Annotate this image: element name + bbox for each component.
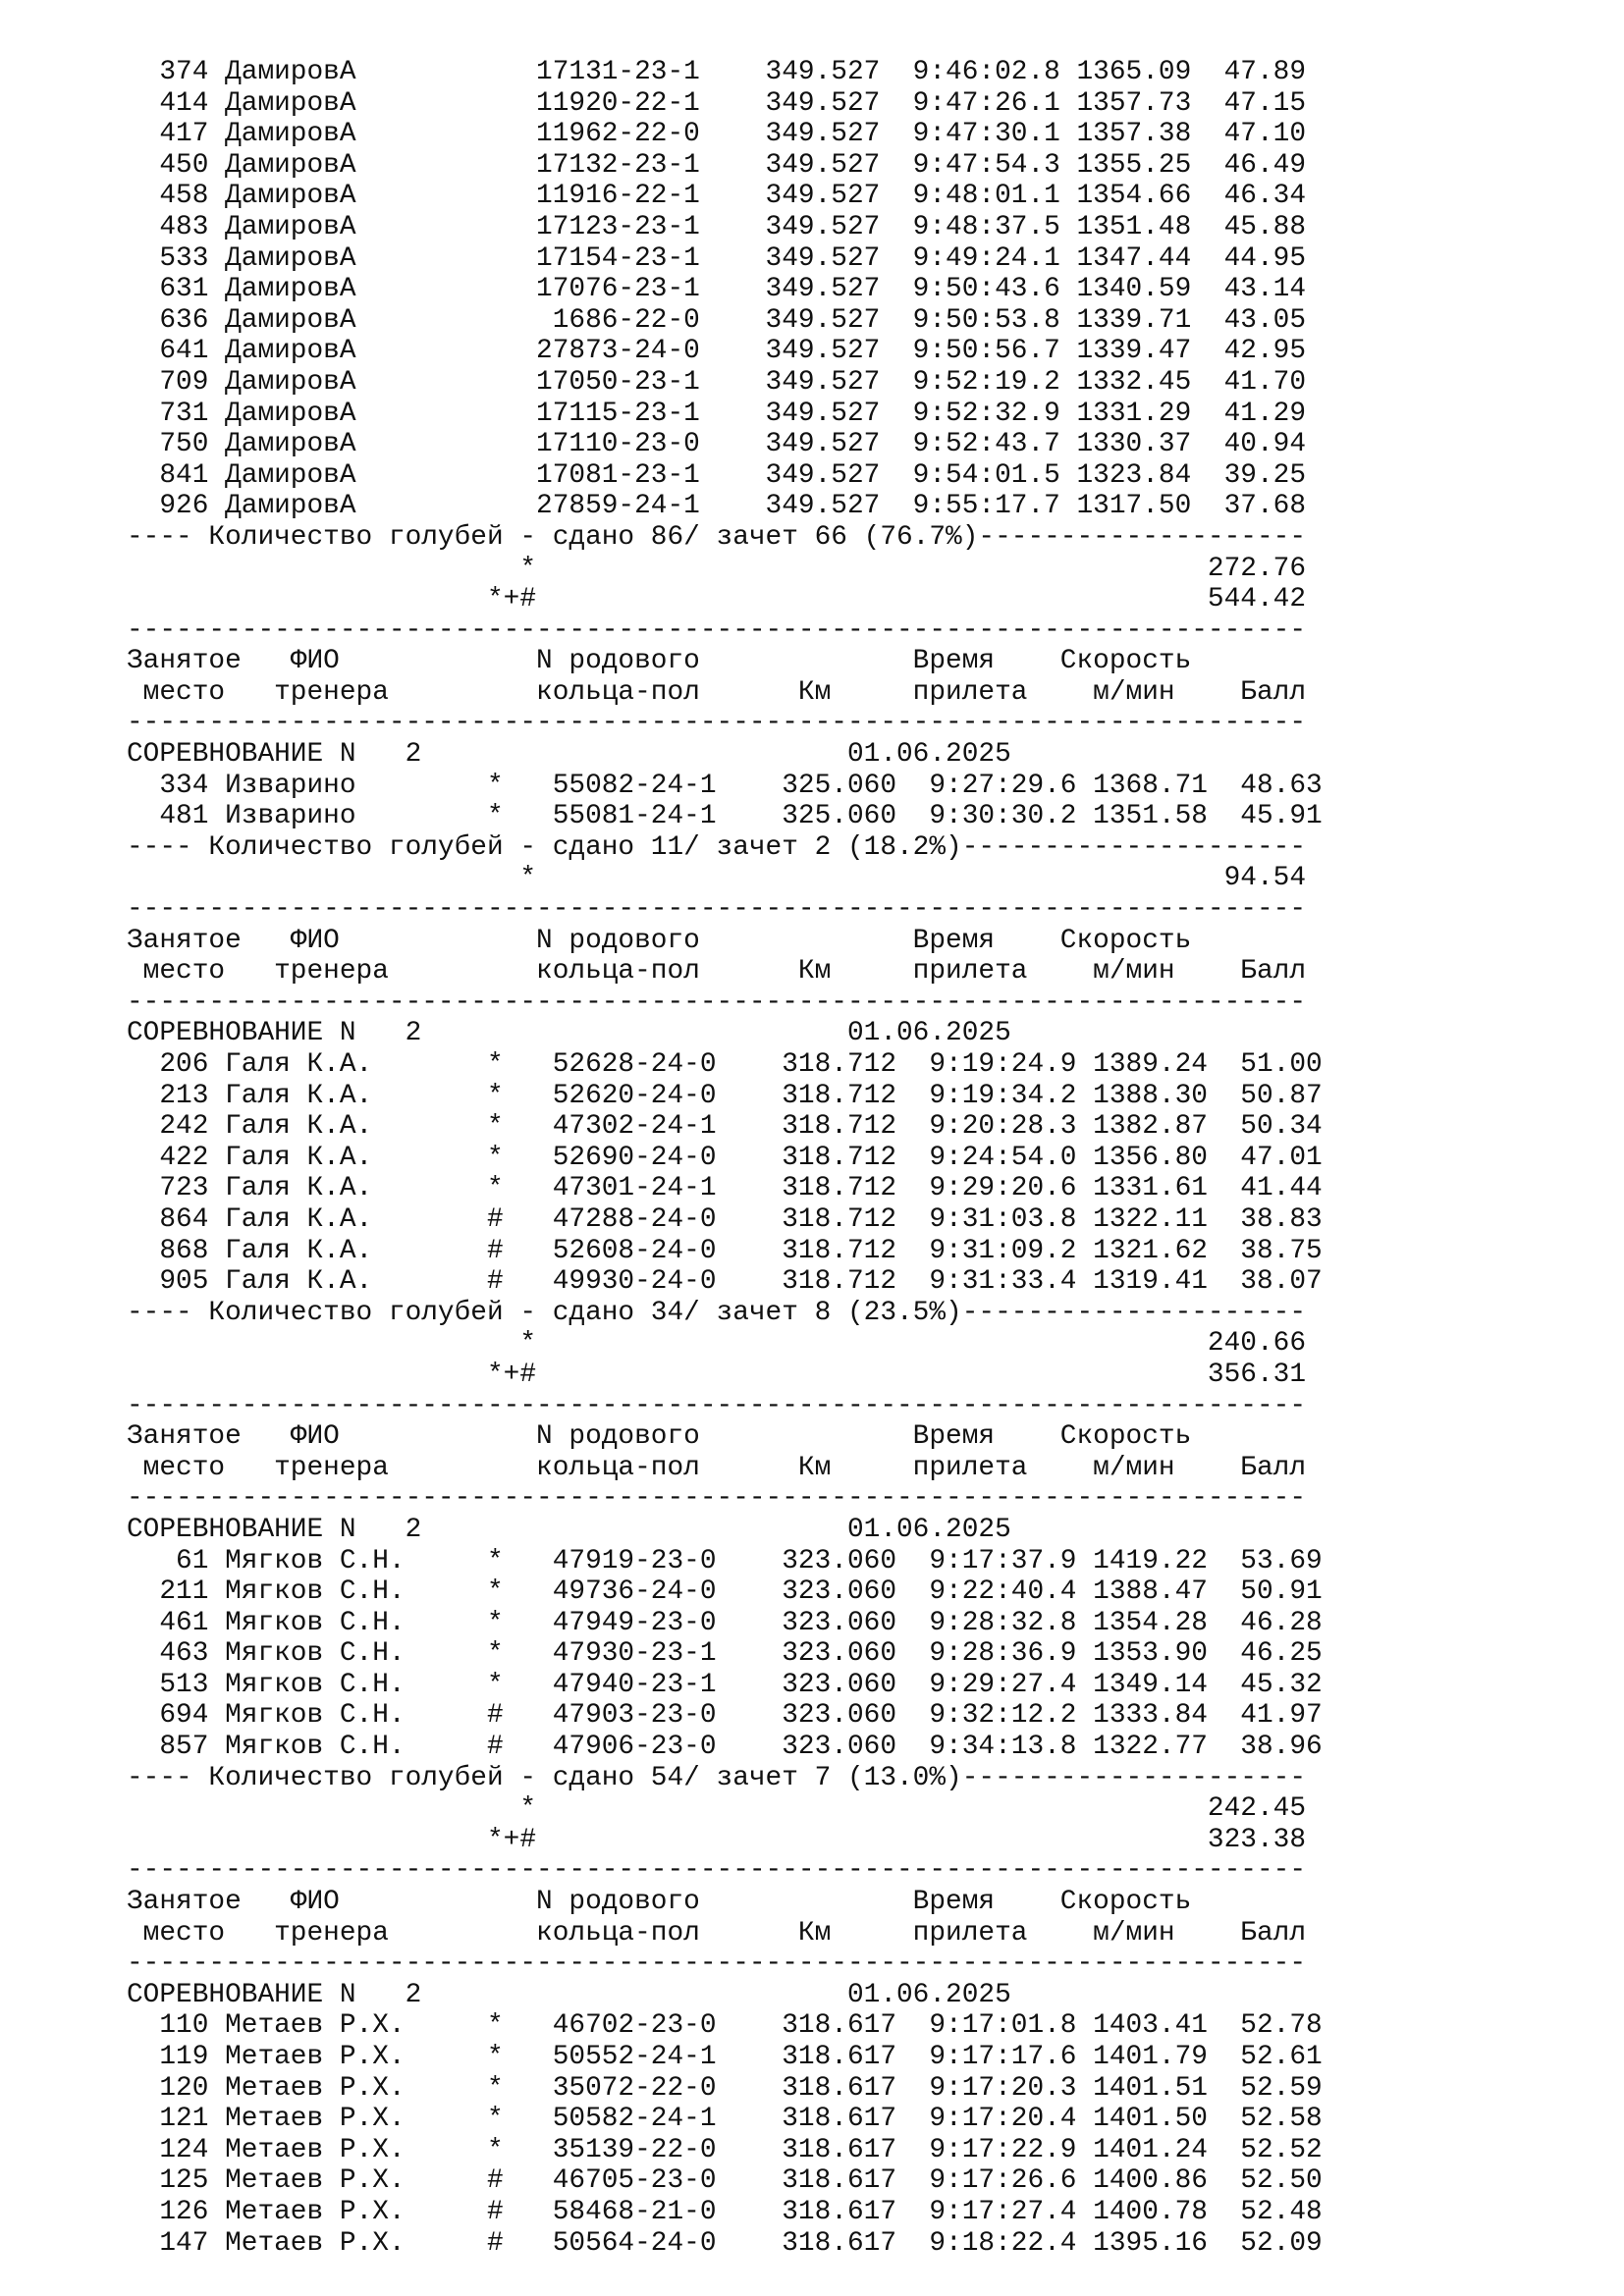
report-line: 119 Метаев Р.Х. * 50552-24-1 318.617 9:17:17.6 1401.79 52.61: [127, 2042, 1323, 2072]
report-line: 147 Метаев Р.Х. # 50564-24-0 318.617 9:18:22.4 1395.16 52.09: [127, 2227, 1323, 2259]
report-line: место тренера кольца-пол Км прилета м/мин Балл: [127, 956, 1307, 988]
report-line: СОРЕВНОВАНИЕ N 2 01.06.2025: [127, 1979, 1011, 2010]
report-line: 125 Метаев Р.Х. # 46705-23-0 318.617 9:17:26.6 1400.86 52.50: [127, 2165, 1323, 2197]
report-line: 750 ДамировА 17110-23-0 349.527 9:52:43.7 1330.37 40.94: [127, 429, 1307, 460]
report-line: 124 Метаев Р.Х. * 35139-22-0 318.617 9:17:22.9 1401.24 52.52: [127, 2134, 1323, 2165]
report-line: 242 Галя К.А. * 47302-24-1 318.712 9:20:28.3 1382.87 50.34: [127, 1111, 1323, 1143]
results-report: [127, 57, 1323, 2259]
report-line: ------------------------------------------------------------------------: [127, 1949, 1307, 1980]
report-line: 463 Мягков С.Н. * 47930-23-1 323.060 9:28:36.9 1353.90 46.25: [127, 1638, 1323, 1670]
report-line: 110 Метаев Р.Х. * 46702-23-0 318.617 9:17:01.8 1403.41 52.78: [127, 2010, 1323, 2042]
report-line: 121 Метаев Р.Х. * 50582-24-1 318.617 9:17:20.4 1401.50 52.58: [127, 2104, 1323, 2135]
report-line: 417 ДамировА 11962-22-0 349.527 9:47:30.1 1357.38 47.10: [127, 119, 1307, 150]
report-line: ------------------------------------------------------------------------: [127, 708, 1307, 739]
report-line: Занятое ФИО N родового Время Скорость: [127, 646, 1192, 677]
report-line: 723 Галя К.А. * 47301-24-1 318.712 9:29:20.6 1331.61 41.44: [127, 1173, 1323, 1204]
report-line: 905 Галя К.А. # 49930-24-0 318.712 9:31:33.4 1319.41 38.07: [127, 1266, 1323, 1298]
report-line: 636 ДамировА 1686-22-0 349.527 9:50:53.8 1339.71 43.05: [127, 304, 1307, 336]
report-line: 211 Мягков С.Н. * 49736-24-0 323.060 9:22:40.4 1388.47 50.91: [127, 1576, 1323, 1608]
report-line: ------------------------------------------------------------------------: [127, 894, 1307, 926]
report-line: ---- Количество голубей - сдано 54/ зачет 7 (13.0%)---------------------: [127, 1762, 1307, 1793]
report-line: 641 ДамировА 27873-24-0 349.527 9:50:56.7 1339.47 42.95: [127, 336, 1307, 367]
report-line: 731 ДамировА 17115-23-1 349.527 9:52:32.9 1331.29 41.29: [127, 398, 1307, 429]
report-line: 481 Изварино * 55081-24-1 325.060 9:30:30.2 1351.58 45.91: [127, 801, 1323, 832]
report-line: 334 Изварино * 55082-24-1 325.060 9:27:29.6 1368.71 48.63: [127, 770, 1323, 801]
report-line: * 242.45: [127, 1793, 1307, 1825]
report-line: 461 Мягков С.Н. * 47949-23-0 323.060 9:28:32.8 1354.28 46.28: [127, 1607, 1323, 1638]
report-line: 631 ДамировА 17076-23-1 349.527 9:50:43.6 1340.59 43.14: [127, 274, 1307, 305]
report-line: 926 ДамировА 27859-24-1 349.527 9:55:17.7 1317.50 37.68: [127, 491, 1307, 522]
report-line: СОРЕВНОВАНИЕ N 2 01.06.2025: [127, 1514, 1011, 1545]
report-line: место тренера кольца-пол Км прилета м/мин Балл: [127, 1917, 1307, 1949]
report-line: 206 Галя К.А. * 52628-24-0 318.712 9:19:24.9 1389.24 51.00: [127, 1049, 1323, 1080]
report-line: *+# 323.38: [127, 1824, 1307, 1855]
report-line: 458 ДамировА 11916-22-1 349.527 9:48:01.1 1354.66 46.34: [127, 181, 1307, 212]
report-line: 868 Галя К.А. # 52608-24-0 318.712 9:31:09.2 1321.62 38.75: [127, 1235, 1323, 1266]
report-line: 213 Галя К.А. * 52620-24-0 318.712 9:19:34.2 1388.30 50.87: [127, 1080, 1323, 1111]
report-line: 864 Галя К.А. # 47288-24-0 318.712 9:31:03.8 1322.11 38.83: [127, 1203, 1323, 1235]
report-line: 422 Галя К.А. * 52690-24-0 318.712 9:24:54.0 1356.80 47.01: [127, 1142, 1323, 1173]
report-line: Занятое ФИО N родового Время Скорость: [127, 1887, 1192, 1918]
report-line: 126 Метаев Р.Х. # 58468-21-0 318.617 9:17:27.4 1400.78 52.48: [127, 2196, 1323, 2227]
report-line: место тренера кольца-пол Км прилета м/мин Балл: [127, 1452, 1307, 1483]
report-line: 414 ДамировА 11920-22-1 349.527 9:47:26.1 1357.73 47.15: [127, 87, 1307, 119]
report-line: *+# 544.42: [127, 584, 1307, 615]
report-line: *+# 356.31: [127, 1359, 1307, 1390]
report-line: 709 ДамировА 17050-23-1 349.527 9:52:19.2 1332.45 41.70: [127, 366, 1307, 398]
report-line: ------------------------------------------------------------------------: [127, 614, 1307, 646]
report-line: Занятое ФИО N родового Время Скорость: [127, 1421, 1192, 1453]
report-line: СОРЕВНОВАНИЕ N 2 01.06.2025: [127, 1018, 1011, 1049]
report-line: 374 ДамировА 17131-23-1 349.527 9:46:02.8 1365.09 47.89: [127, 57, 1307, 87]
report-line: 483 ДамировА 17123-23-1 349.527 9:48:37.5 1351.48 45.88: [127, 211, 1307, 242]
report-line: Занятое ФИО N родового Время Скорость: [127, 925, 1192, 956]
report-line: 61 Мягков С.Н. * 47919-23-0 323.060 9:17:37.9 1419.22 53.69: [127, 1545, 1323, 1576]
report-line: 857 Мягков С.Н. # 47906-23-0 323.060 9:34:13.8 1322.77 38.96: [127, 1732, 1323, 1763]
report-line: 841 ДамировА 17081-23-1 349.527 9:54:01.5 1323.84 39.25: [127, 459, 1307, 491]
report-line: * 240.66: [127, 1328, 1307, 1360]
report-line: ------------------------------------------------------------------------: [127, 987, 1307, 1018]
report-line: * 94.54: [127, 863, 1307, 894]
report-line: ---- Количество голубей - сдано 86/ зачет 66 (76.7%)--------------------: [127, 521, 1307, 553]
report-line: 120 Метаев Р.Х. * 35072-22-0 318.617 9:17:20.3 1401.51 52.59: [127, 2072, 1323, 2104]
report-line: место тренера кольца-пол Км прилета м/мин Балл: [127, 676, 1307, 708]
report-line: 533 ДамировА 17154-23-1 349.527 9:49:24.1 1347.44 44.95: [127, 242, 1307, 274]
report-line: СОРЕВНОВАНИЕ N 2 01.06.2025: [127, 739, 1011, 771]
report-line: 513 Мягков С.Н. * 47940-23-1 323.060 9:29:27.4 1349.14 45.32: [127, 1669, 1323, 1700]
report-line: ------------------------------------------------------------------------: [127, 1855, 1307, 1887]
report-line: ---- Количество голубей - сдано 11/ зачет 2 (18.2%)---------------------: [127, 831, 1307, 863]
report-line: * 272.76: [127, 553, 1307, 584]
report-line: 450 ДамировА 17132-23-1 349.527 9:47:54.3 1355.25 46.49: [127, 149, 1307, 181]
report-line: ---- Количество голубей - сдано 34/ зачет 8 (23.5%)---------------------: [127, 1297, 1307, 1328]
report-line: ------------------------------------------------------------------------: [127, 1390, 1307, 1421]
report-line: ------------------------------------------------------------------------: [127, 1483, 1307, 1515]
report-line: 694 Мягков С.Н. # 47903-23-0 323.060 9:32:12.2 1333.84 41.97: [127, 1700, 1323, 1732]
